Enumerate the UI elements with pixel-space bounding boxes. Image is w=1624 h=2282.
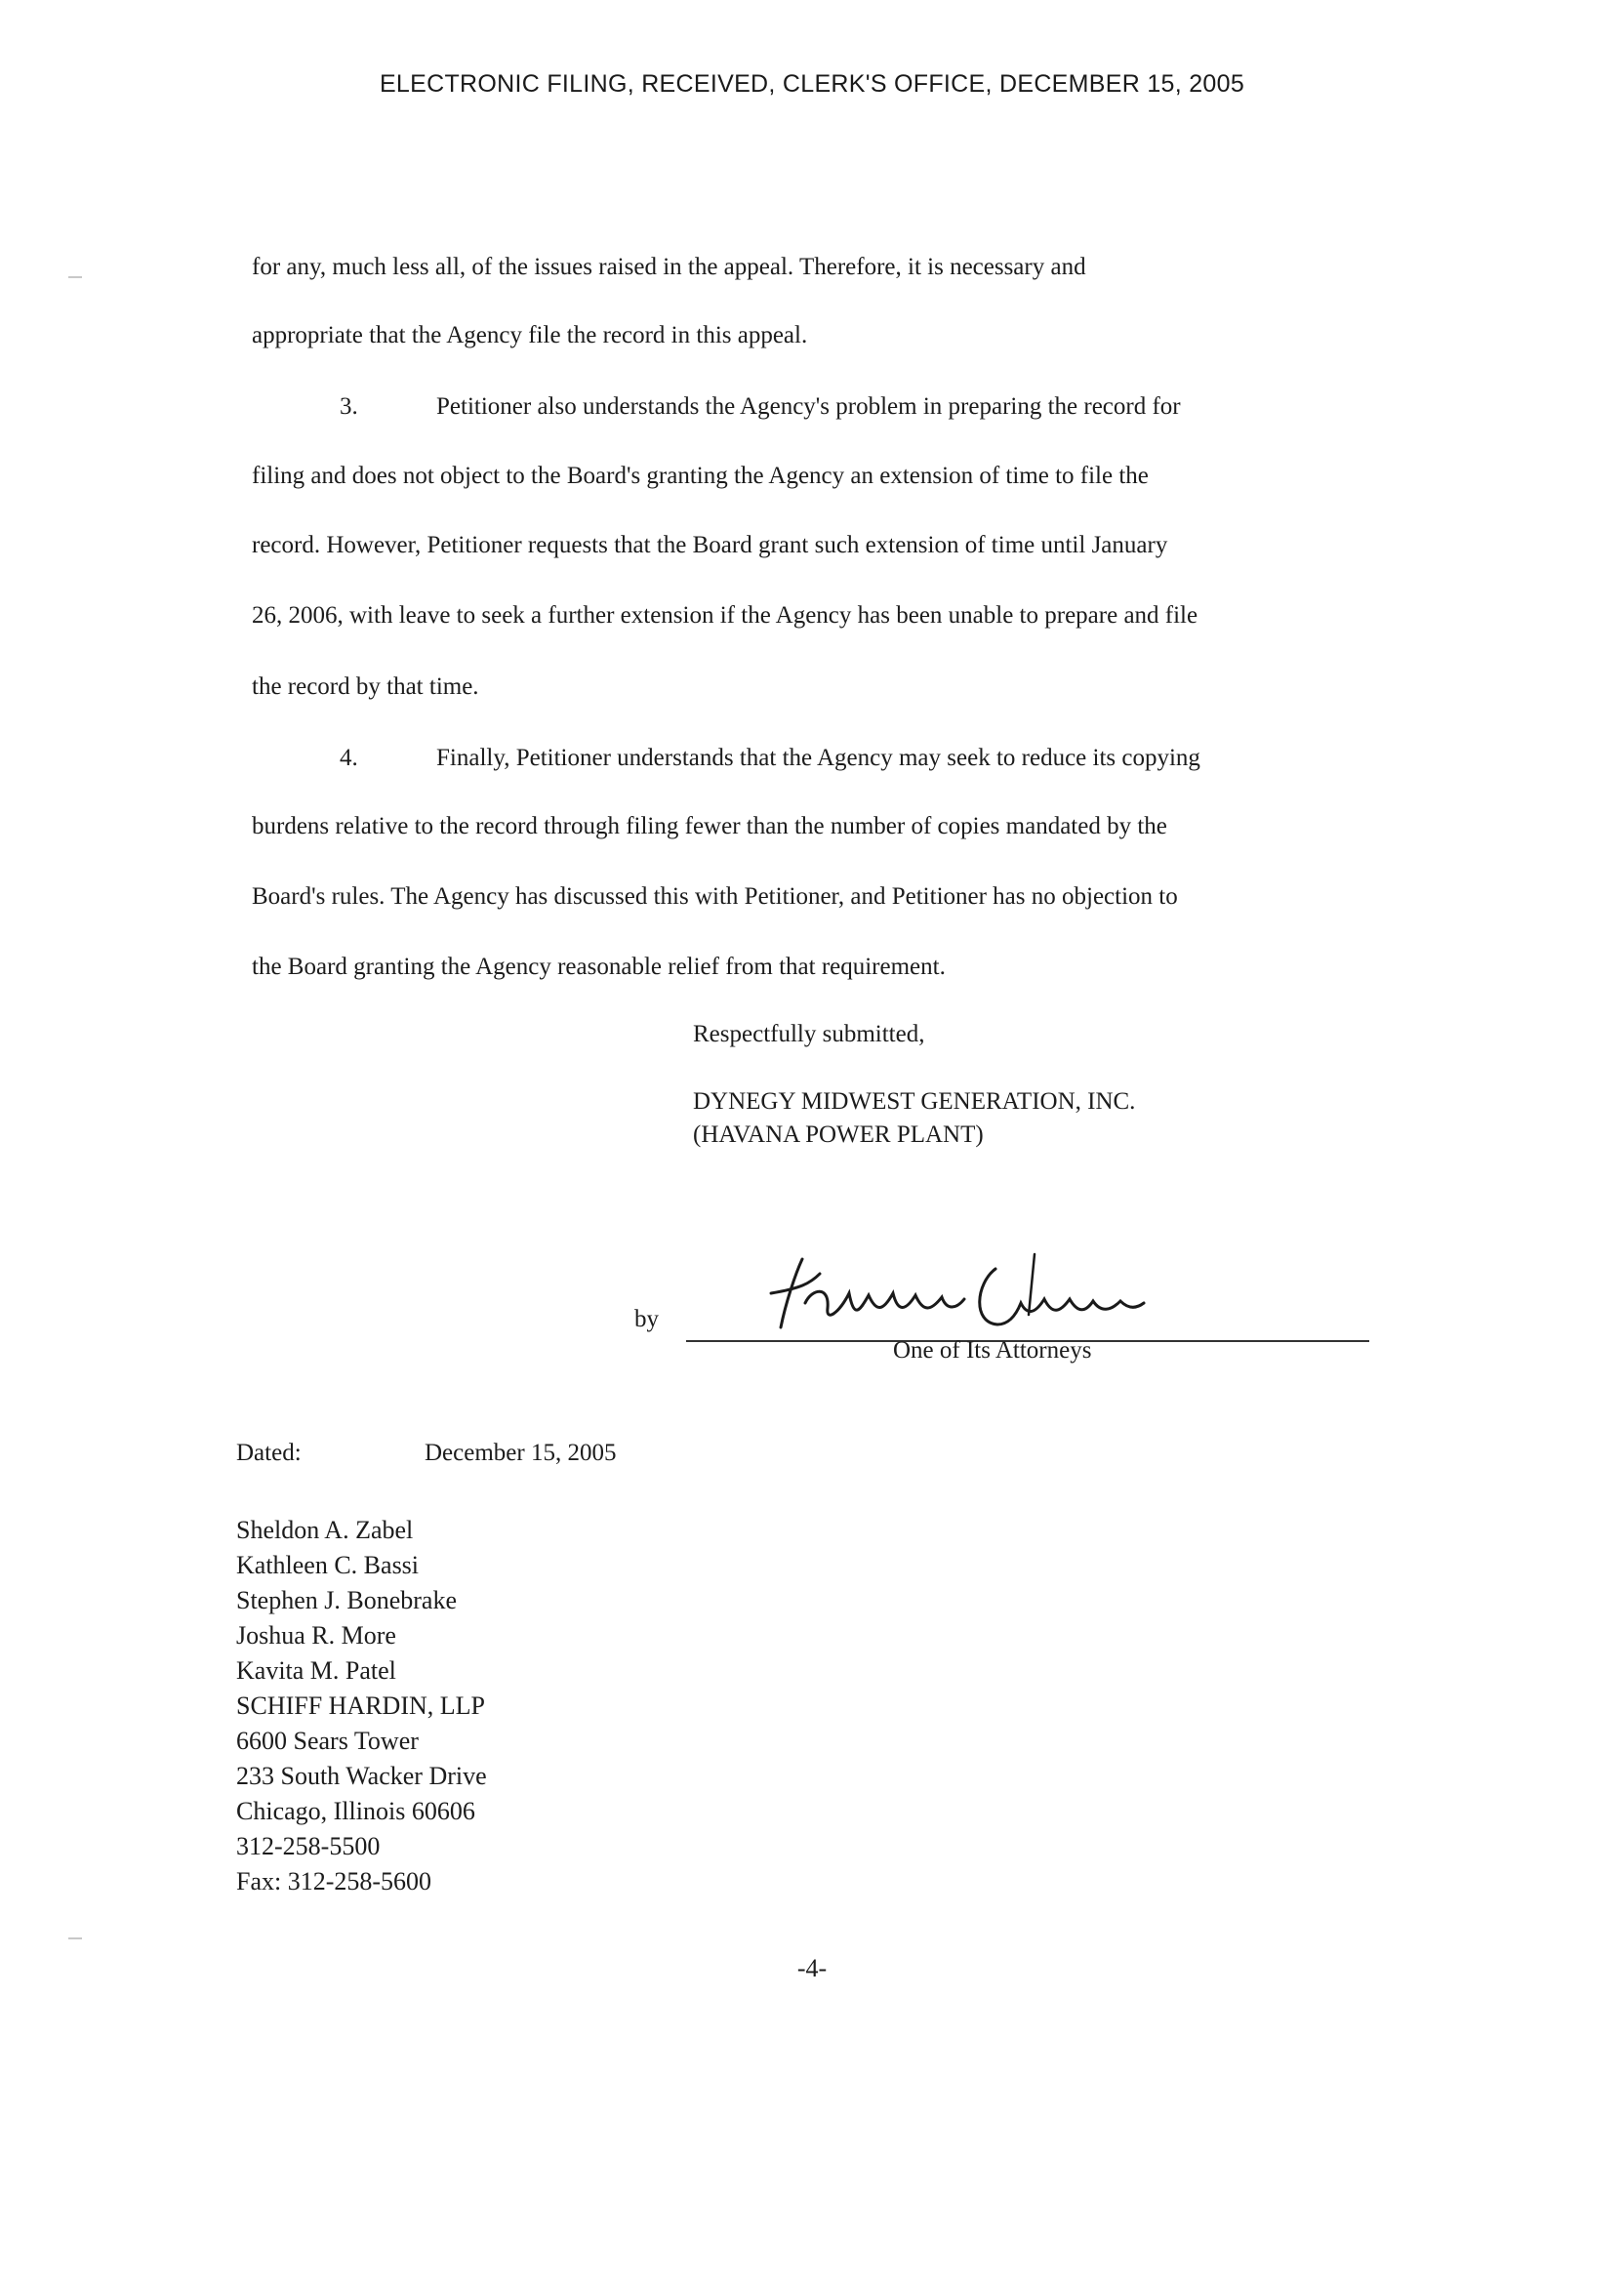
attorney-address-block xyxy=(236,1513,487,1899)
by-label: by xyxy=(634,1306,659,1332)
body-line: appropriate that the Agency file the record in this appeal. xyxy=(252,322,808,348)
body-line: Board's rules. The Agency has discussed this with Petitioner, and Petitioner has no objection to xyxy=(252,883,1178,910)
closing-respectfully: Respectfully submitted, xyxy=(693,1021,925,1047)
dated-value: December 15, 2005 xyxy=(425,1440,617,1466)
scan-speck xyxy=(68,276,82,278)
body-line: the Board granting the Agency reasonable relief from that requirement. xyxy=(252,954,946,980)
address-line: Chicago, Illinois 60606 xyxy=(236,1797,475,1825)
company-line: DYNEGY MIDWEST GENERATION, INC. xyxy=(693,1088,1136,1115)
body-line: record. However, Petitioner requests that the Board grant such extension of time until January xyxy=(252,532,1168,558)
address-line: Fax: 312-258-5600 xyxy=(236,1867,432,1895)
page-number: -4- xyxy=(796,1954,828,1982)
address-line: 233 South Wacker Drive xyxy=(236,1762,487,1790)
address-line: Joshua R. More xyxy=(236,1621,396,1650)
body-line: Petitioner also understands the Agency's problem in preparing the record for xyxy=(436,393,1181,420)
address-line: Kathleen C. Bassi xyxy=(236,1551,420,1579)
signature xyxy=(742,1235,1230,1352)
body-line: 26, 2006, with leave to seek a further extension if the Agency has been unable to prepare and file xyxy=(252,602,1198,629)
company-name xyxy=(693,1085,1135,1152)
address-line: SCHIFF HARDIN, LLP xyxy=(236,1691,485,1720)
paragraph-number: 4. xyxy=(340,745,358,771)
address-line: Kavita M. Patel xyxy=(236,1656,396,1685)
body-line: for any, much less all, of the issues raised in the appeal. Therefore, it is necessary and xyxy=(252,254,1086,280)
dated-label: Dated: xyxy=(236,1440,302,1466)
filing-stamp-header: ELECTRONIC FILING, RECEIVED, CLERK'S OFFICE, DECEMBER 15, 2005 xyxy=(379,70,1245,98)
body-line: the record by that time. xyxy=(252,673,479,700)
company-line: (HAVANA POWER PLANT) xyxy=(693,1121,984,1148)
body-line: Finally, Petitioner understands that the Agency may seek to reduce its copying xyxy=(436,745,1200,771)
attorney-caption: One of Its Attorneys xyxy=(893,1337,1092,1364)
paragraph-number: 3. xyxy=(340,393,358,420)
address-line: Sheldon A. Zabel xyxy=(236,1516,414,1544)
address-line: 312-258-5500 xyxy=(236,1832,381,1860)
address-line: Stephen J. Bonebrake xyxy=(236,1586,458,1614)
scan-speck xyxy=(68,1937,82,1939)
body-line: filing and does not object to the Board's granting the Agency an extension of time to file the xyxy=(252,463,1149,489)
address-line: 6600 Sears Tower xyxy=(236,1727,419,1755)
body-line: burdens relative to the record through filing fewer than the number of copies mandated by the xyxy=(252,813,1167,839)
